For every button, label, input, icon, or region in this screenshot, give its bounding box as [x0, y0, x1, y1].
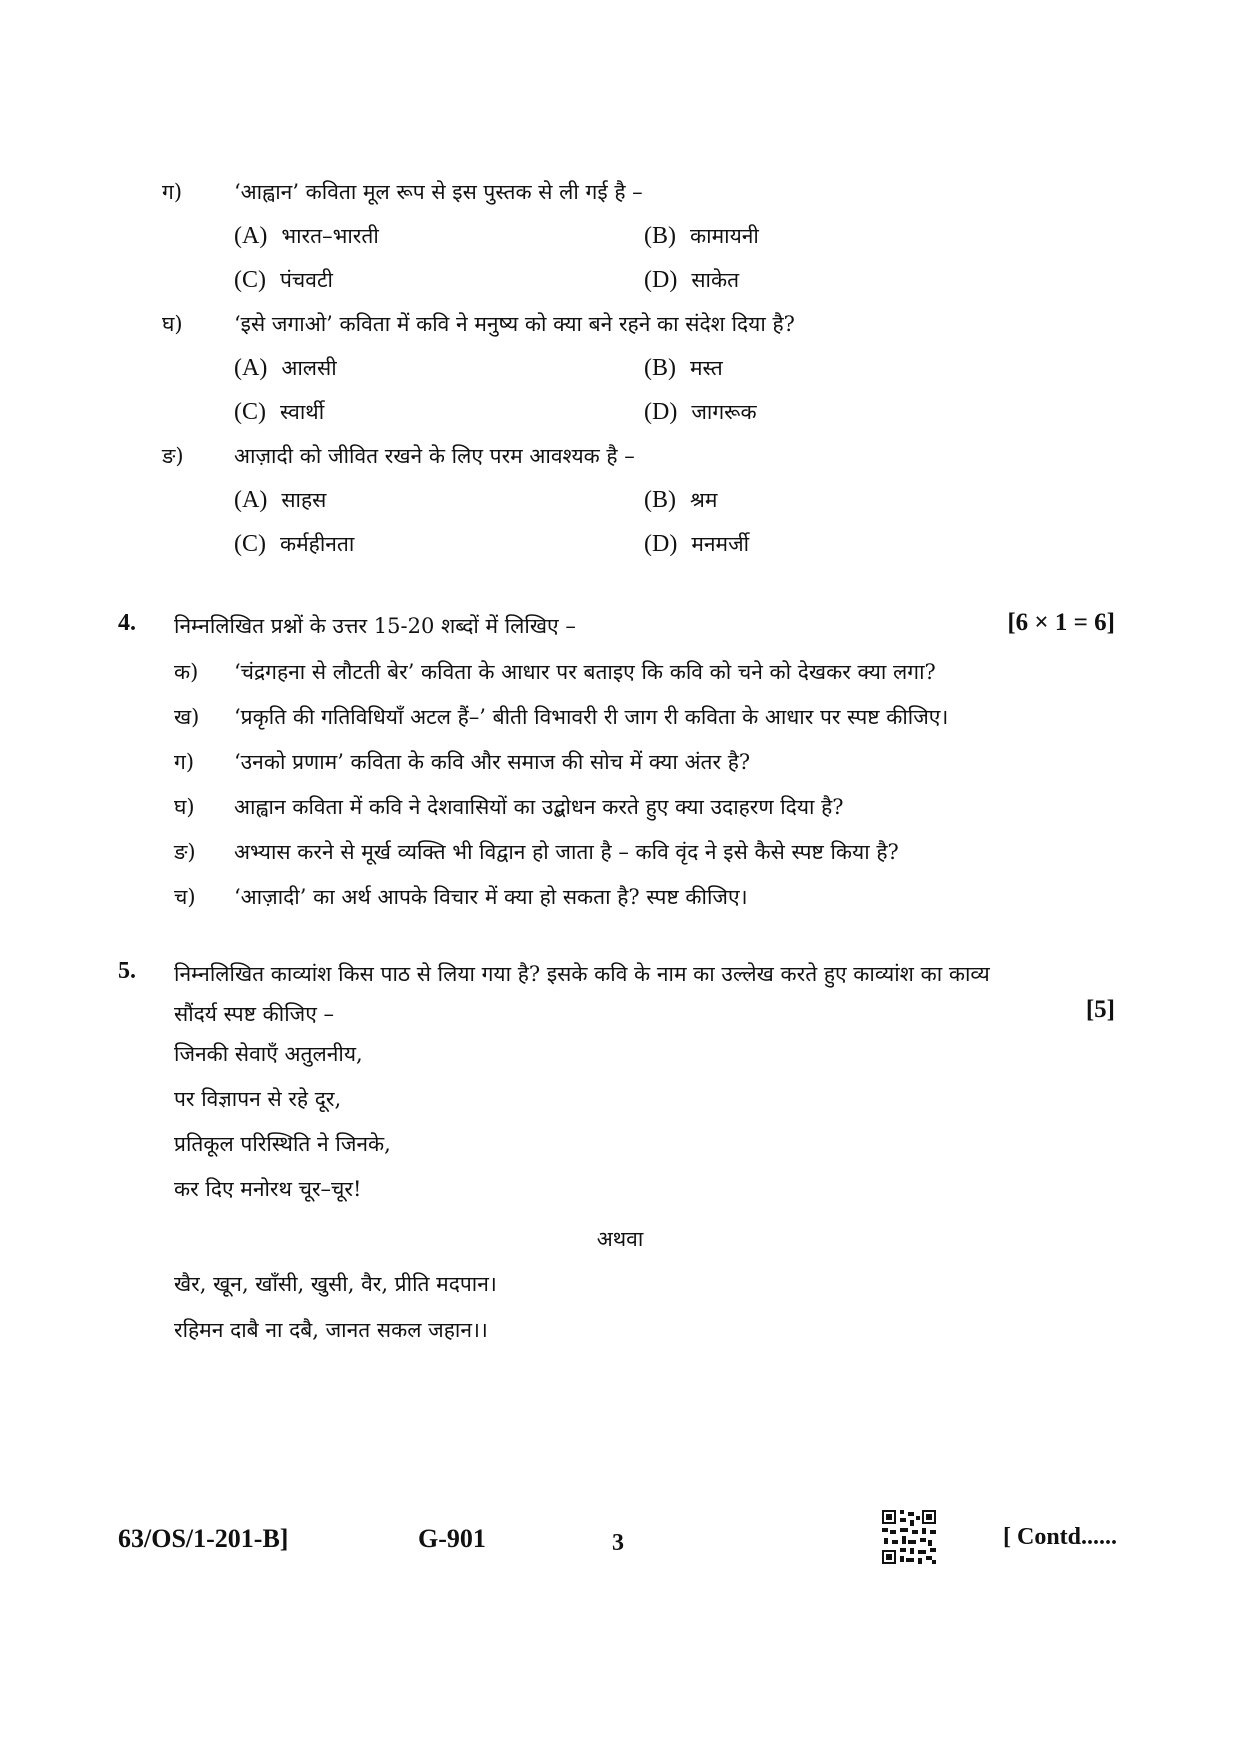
option-text: कामायनी	[690, 224, 759, 248]
poem-line: कर दिए मनोरथ चूर–चूर!	[174, 1177, 362, 1201]
option-text: मस्त	[690, 356, 723, 380]
poem-line: खैर, खून, खाँसी, खुसी, वैर, प्रीति मदपान।	[174, 1272, 497, 1296]
option-letter: (A)	[234, 487, 268, 513]
q5-marks: [5]	[1085, 996, 1115, 1023]
q4-item-label: क)	[174, 660, 199, 684]
option-c	[234, 266, 333, 294]
option-letter: (D)	[644, 531, 678, 557]
option-text: कर्महीनता	[280, 532, 355, 556]
option-c	[234, 530, 354, 558]
option-b	[644, 354, 723, 382]
option-letter: (B)	[644, 355, 676, 381]
q4-item-label: च)	[174, 885, 196, 909]
q3-part-question: ‘आह्वान’ कविता मूल रूप से इस पुस्तक से ली गई है –	[234, 180, 643, 204]
q3-part-question: आज़ादी को जीवित रखने के लिए परम आवश्यक है –	[234, 444, 635, 468]
q5-instruction-line1: निम्नलिखित काव्यांश किस पाठ से लिया गया है? इसके कवि के नाम का उल्लेख करते हुए काव्यांश का काव्य	[174, 962, 990, 986]
option-letter: (B)	[644, 223, 676, 249]
option-b	[644, 222, 759, 250]
question-number: 4.	[118, 610, 136, 636]
poem-line: रहिमन दाबै ना दबै, जानत सकल जहान।।	[174, 1318, 488, 1342]
q3-part-question: ‘इसे जगाओ’ कविता में कवि ने मनुष्य को क्या बने रहने का संदेश दिया है?	[234, 312, 795, 336]
q4-instruction: निम्नलिखित प्रश्नों के उत्तर 15-20 शब्दों में लिखिए –	[174, 614, 576, 638]
option-letter: (A)	[234, 355, 268, 381]
option-b	[644, 486, 717, 514]
option-a	[234, 354, 337, 382]
option-text: जागरूक	[691, 400, 757, 424]
option-letter: (D)	[644, 399, 678, 425]
q4-item-text: ‘प्रकृति की गतिविधियाँ अटल हैं–’ बीती विभावरी री जाग री कविता के आधार पर स्पष्ट कीजिए।	[234, 705, 949, 729]
question-number: 5.	[118, 958, 136, 984]
poem-line: प्रतिकूल परिस्थिति ने जिनके,	[174, 1132, 391, 1156]
option-text: पंचवटी	[280, 268, 333, 292]
q4-item-text: ‘चंद्रगहना से लौटती बेर’ कविता के आधार पर बताइए कि कवि को चने को देखकर क्या लगा?	[234, 660, 936, 684]
paper-series: G-901	[418, 1524, 486, 1553]
q4-item-label: ख)	[174, 705, 200, 729]
option-letter: (B)	[644, 487, 676, 513]
poem-line: पर विज्ञापन से रहे दूर,	[174, 1087, 342, 1111]
q3-part-label: घ)	[162, 312, 183, 336]
option-d	[644, 530, 749, 558]
q4-item-label: घ)	[174, 795, 195, 819]
option-a	[234, 222, 379, 250]
q4-item-text: अभ्यास करने से मूर्ख व्यक्ति भी विद्वान हो जाता है – कवि वृंद ने इसे कैसे स्पष्ट किया है?	[234, 840, 899, 864]
paper-code: 63/OS/1-201-B]	[118, 1524, 289, 1553]
option-text: साहस	[281, 488, 327, 512]
option-d	[644, 398, 757, 426]
q4-item-label: ग)	[174, 750, 195, 774]
option-text: आलसी	[281, 356, 337, 380]
poem-line: जिनकी सेवाएँ अतुलनीय,	[174, 1042, 363, 1066]
option-text: मनमर्जी	[691, 532, 750, 556]
option-text: श्रम	[690, 488, 718, 512]
option-d	[644, 266, 739, 294]
option-text: साकेत	[691, 268, 740, 292]
or-label: अथवा	[596, 1227, 644, 1251]
option-letter: (D)	[644, 267, 678, 293]
qr-code-icon	[882, 1510, 936, 1564]
q4-item-label: ङ)	[174, 840, 196, 864]
option-letter: (C)	[234, 531, 266, 557]
q3-part-label: ग)	[162, 180, 183, 204]
q5-instruction-line2: सौंदर्य स्पष्ट कीजिए –	[174, 1002, 335, 1026]
q4-marks: [6 × 1 = 6]	[1007, 609, 1115, 636]
option-letter: (C)	[234, 267, 266, 293]
page-number: 3	[612, 1530, 624, 1556]
option-letter: (A)	[234, 223, 268, 249]
option-a	[234, 486, 326, 514]
option-text: भारत–भारती	[281, 224, 379, 248]
option-c	[234, 398, 324, 426]
q4-item-text: आह्वान कविता में कवि ने देशवासियों का उद्बोधन करते हुए क्या उदाहरण दिया है?	[234, 795, 844, 819]
option-letter: (C)	[234, 399, 266, 425]
continued-label: [ Contd......	[1003, 1524, 1118, 1550]
q4-item-text: ‘आज़ादी’ का अर्थ आपके विचार में क्या हो सकता है? स्पष्ट कीजिए।	[234, 885, 748, 909]
q3-part-label: ङ)	[162, 444, 184, 468]
q4-item-text: ‘उनको प्रणाम’ कविता के कवि और समाज की सोच में क्या अंतर है?	[234, 750, 751, 774]
option-text: स्वार्थी	[280, 400, 325, 424]
